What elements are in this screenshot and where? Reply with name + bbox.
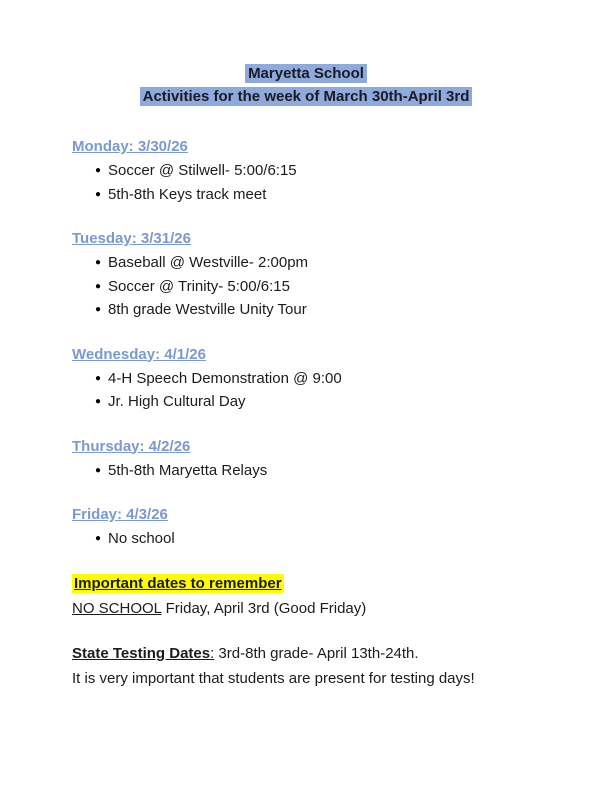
list-item-text: Soccer @ Trinity- 5:00/6:15 bbox=[108, 277, 290, 295]
title-text-week-range: Activities for the week of March 30th-April 3rd bbox=[140, 87, 473, 106]
list-item-text: Baseball @ Westville- 2:00pm bbox=[108, 254, 309, 271]
day-list bbox=[72, 527, 572, 551]
bullet-icon: ● bbox=[95, 533, 102, 544]
day-section bbox=[72, 343, 572, 414]
list-item bbox=[72, 251, 572, 275]
list-item-text: 4-H Speech Demonstration @ 9:00 bbox=[108, 369, 342, 387]
list-item-text: 5th-8th Keys track meet bbox=[108, 185, 267, 203]
day-heading: Wednesday: 4/1/26 bbox=[72, 345, 206, 363]
important-dates-heading-line bbox=[72, 572, 572, 595]
list-item-text: 8th grade Westville Unity Tour bbox=[108, 301, 307, 318]
state-testing-detail: 3rd-8th grade- April 13th-24th. bbox=[214, 644, 419, 662]
bullet-icon: ● bbox=[95, 188, 102, 200]
bullet-icon: ● bbox=[95, 257, 102, 268]
title-line-1 bbox=[0, 62, 612, 85]
list-item bbox=[72, 275, 572, 299]
bullet-icon: ● bbox=[95, 280, 102, 292]
state-testing-colon: : bbox=[210, 644, 215, 662]
state-testing-section bbox=[72, 641, 572, 691]
bullet-icon: ● bbox=[95, 372, 102, 384]
list-item-text: Soccer @ Stilwell- 5:00/6:15 bbox=[108, 162, 297, 179]
testing-note: It is very important that students are present for testing days! bbox=[72, 669, 475, 687]
no-school-label: NO SCHOOL bbox=[72, 599, 162, 617]
list-item-text: Jr. High Cultural Day bbox=[108, 393, 246, 410]
no-school-detail: Friday, April 3rd (Good Friday) bbox=[161, 599, 367, 617]
day-list bbox=[72, 159, 572, 206]
day-heading: Friday: 4/3/26 bbox=[72, 506, 168, 523]
list-item bbox=[72, 298, 572, 322]
list-item bbox=[72, 367, 572, 391]
important-dates-section bbox=[72, 572, 572, 621]
day-section bbox=[72, 435, 572, 483]
list-item bbox=[72, 459, 572, 483]
day-section bbox=[72, 503, 572, 551]
no-school-line bbox=[72, 597, 572, 621]
day-list bbox=[72, 367, 572, 414]
state-testing-label: State Testing Dates bbox=[72, 644, 211, 662]
list-item bbox=[72, 183, 572, 207]
list-item-text: 5th-8th Maryetta Relays bbox=[108, 461, 268, 479]
day-list bbox=[72, 459, 572, 483]
bullet-icon: ● bbox=[95, 165, 102, 176]
day-heading: Thursday: 4/2/26 bbox=[72, 437, 191, 455]
day-heading: Monday: 3/30/26 bbox=[72, 138, 188, 155]
title-line-2 bbox=[0, 85, 612, 108]
important-dates-heading: Important dates to remember bbox=[74, 574, 282, 592]
list-item-text: No school bbox=[108, 530, 175, 547]
day-list bbox=[72, 251, 572, 322]
list-item bbox=[72, 527, 572, 551]
state-testing-line bbox=[72, 641, 572, 666]
list-item bbox=[72, 390, 572, 414]
schedule-days bbox=[72, 135, 572, 551]
day-section bbox=[72, 135, 572, 206]
bullet-icon: ● bbox=[95, 304, 102, 315]
day-section bbox=[72, 227, 572, 322]
title-text-school-name: Maryetta School bbox=[245, 64, 367, 83]
bullet-icon: ● bbox=[95, 464, 102, 476]
document-title bbox=[0, 62, 612, 108]
day-heading: Tuesday: 3/31/26 bbox=[72, 230, 191, 247]
bullet-icon: ● bbox=[95, 396, 102, 407]
list-item bbox=[72, 159, 572, 183]
